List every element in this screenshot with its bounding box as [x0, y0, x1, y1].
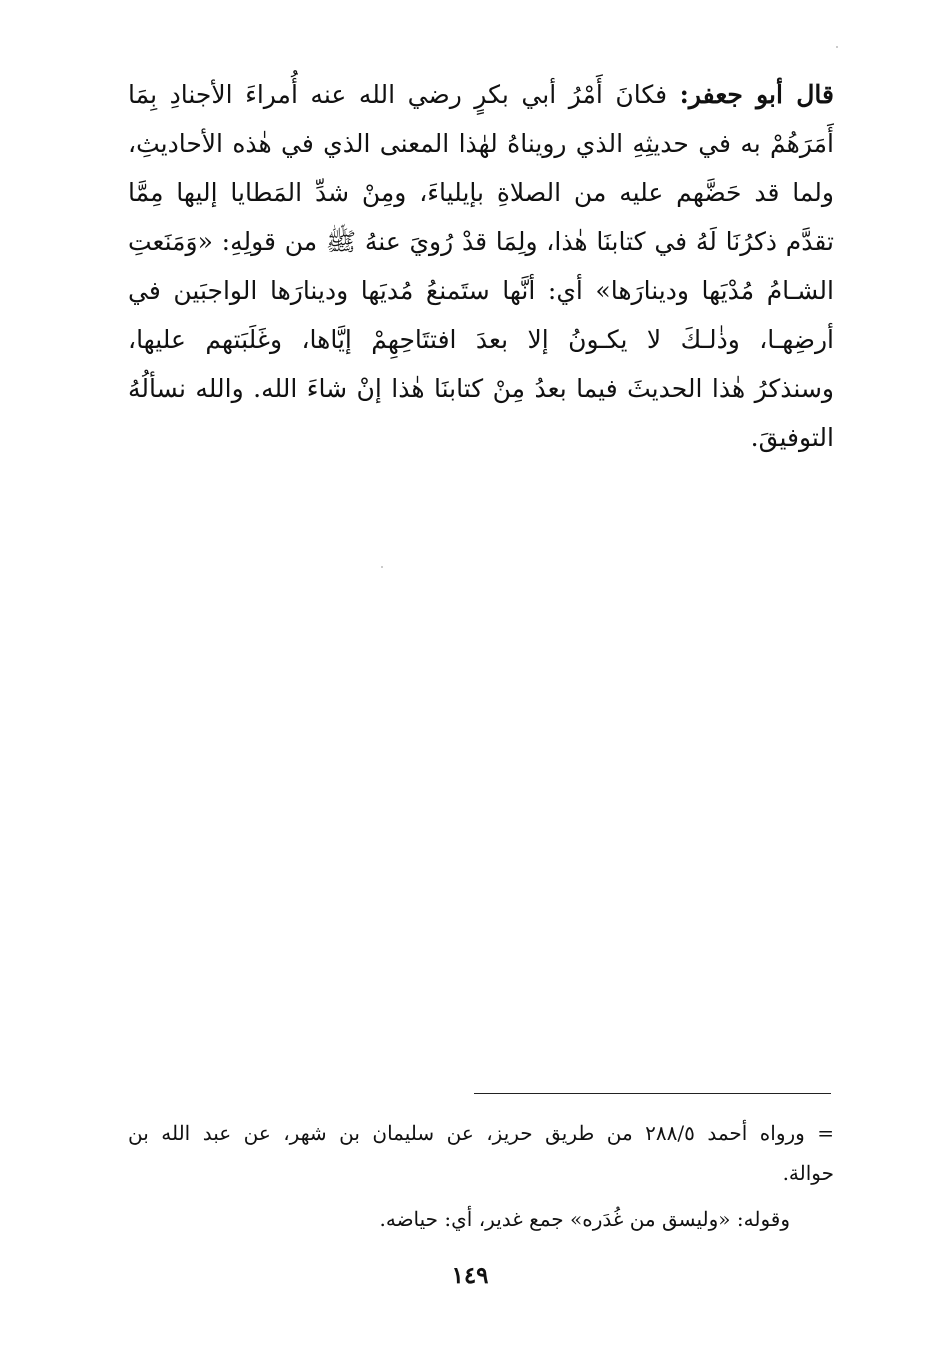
page-number: ١٤٩ [451, 1262, 489, 1289]
footnote-line-2: حوالة. [782, 1161, 834, 1185]
text-line-6: أرضِهـا، وذٰلـكَ لا يكـونُ إلا بعدَ افتتَاحِهِمْ إيَّاها، وغَلَبَتهم عليها، [128, 325, 834, 354]
text-line-5: الشـامُ مُدْيَها ودينارَها» أي: أنَّها ستَمنعُ مُديَها ودينارَها الواجبَين في [128, 276, 834, 305]
text-line-7: وسنذكرُ هٰذا الحديثَ فيما بعدُ مِنْ كتابنَا هٰذا إنْ شاءَ الله. والله نسألُهُ [128, 374, 834, 403]
footnote-line-3: وقوله: «وليسق من غُدَره» جمع غدير، أي: حياضه. [379, 1207, 790, 1231]
footnote-line-1: = ورواه أحمد ٢٨٨/٥ من طريق حريز، عن سليمان بن شهر، عن عبد الله بن [128, 1121, 834, 1145]
text-line-2: أَمَرَهُمْ به في حديثِهِ الذي رويناهُ لهٰذا المعنى الذي في هٰذه الأحاديثِ، [128, 129, 834, 158]
footnote-separator [474, 1093, 831, 1094]
footnotes [128, 1113, 834, 1239]
text-line-1-content: فكانَ أَمْرُ أبي بكرٍ رضي الله عنه أُمراءَ الأجنادِ بِمَا [128, 80, 668, 109]
speaker-lead: قال أبو جعفر: [679, 80, 834, 109]
text-line-3: ولما قد حَضَّهم عليه من الصلاةِ بإيلياءَ، ومِنْ شدِّ المَطايا إليها مِمَّا [128, 178, 834, 207]
text-line-8: التوفيقَ. [750, 423, 834, 452]
text-line-4: تقدَّم ذكرُنَا لَهُ في كتابنَا هٰذا، ولِمَا قدْ رُويَ عنهُ ﷺ من قولِهِ: «وَمَنَعتِ [128, 227, 834, 256]
scan-speck [836, 46, 838, 48]
text-line-1 [128, 70, 834, 119]
main-text [128, 70, 834, 462]
scan-speck [381, 566, 383, 568]
